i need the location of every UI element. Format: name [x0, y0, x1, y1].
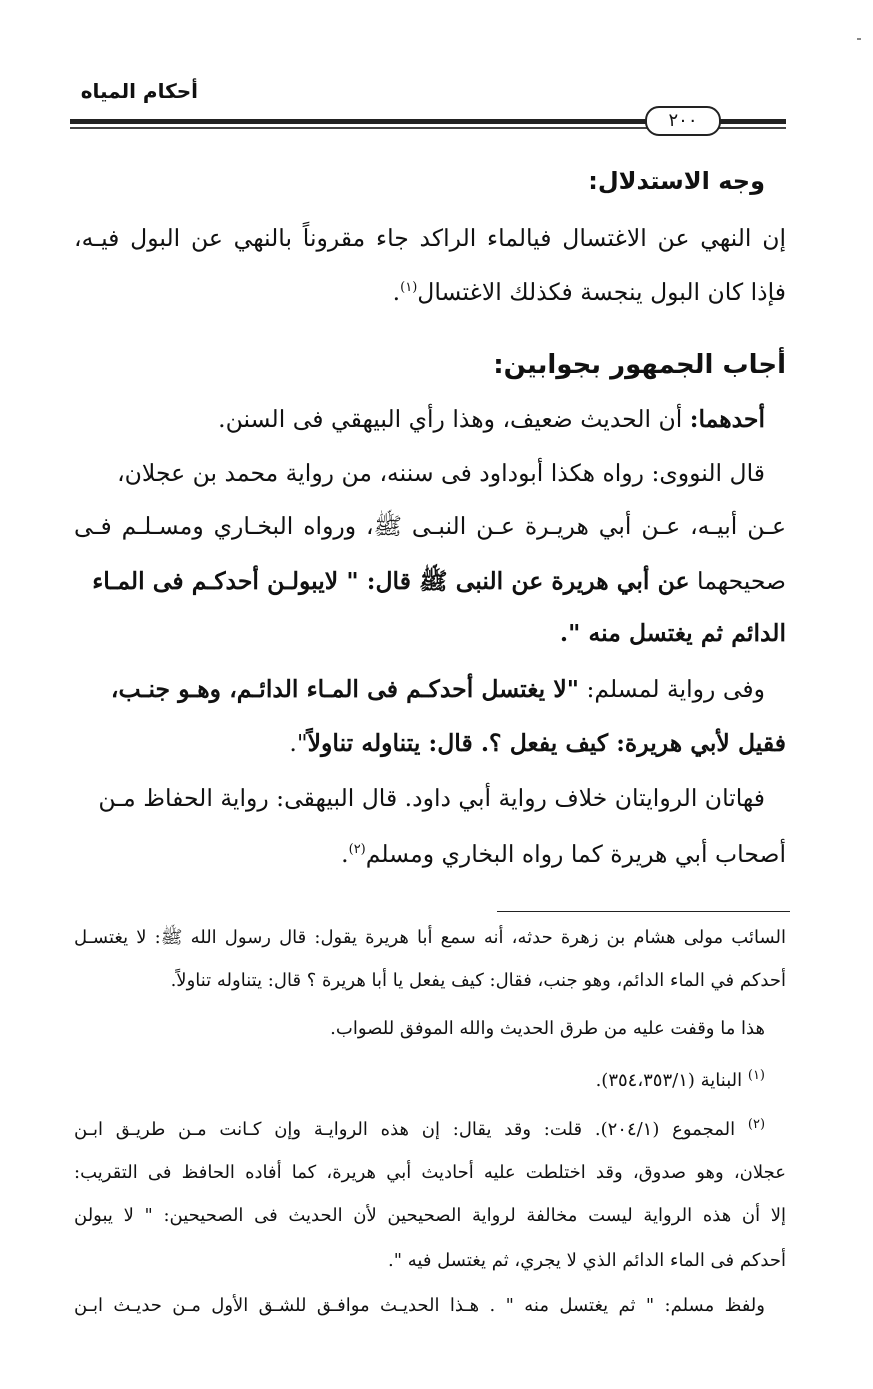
- page-number: ٢٠٠: [645, 106, 721, 136]
- footnote-2-line-3: إلا أن هذه الرواية ليست مخالفة لرواية الصحيحين لأن الحديث فى الصحيحين: " لا يبولن: [74, 1205, 786, 1226]
- paragraph-1-line-1: إن النهي عن الاغتسال فيالماء الراكد جاء مقروناً بالنهي عن البول فيـه،: [74, 224, 787, 252]
- paragraph-1-text: فإذا كان البول ينجسة فكذلك الاغتسال: [417, 277, 786, 306]
- footnote-2-line-5: ولفظ مسلم: " ثم يغتسل منه " . هـذا الحديـث موافـق للشـق الأول مـن حديـث ابـن: [74, 1295, 765, 1316]
- paragraph-4-line-2: [74, 727, 786, 759]
- footnote-1: [74, 1063, 765, 1094]
- first-answer-text: أن الحديث ضعيف، وهذا رأي البيهقي فى السنن.: [218, 405, 683, 433]
- footnote-cont-line-3: هذا ما وقفت عليه من طرق الحديث والله الموفق للصواب.: [330, 1018, 765, 1039]
- paragraph-5-line-1: فهاتان الروايتان خلاف رواية أبي داود. قال البيهقى: رواية الحفاظ مـن: [98, 784, 765, 812]
- paragraph-4-line-1: [74, 673, 765, 705]
- section-title: وجه الاستدلال:: [588, 167, 765, 195]
- footnote-2-text-1: المجموع (٢٠٤/١). قلت: وقد يقال: إن هذه الروايـة وإن كـانت مـن طريـق ابـن: [74, 1119, 736, 1140]
- footnote-ref-2[interactable]: (٢): [348, 842, 366, 857]
- first-answer-label: أحدهما:: [689, 405, 765, 433]
- paragraph-1-end: .: [392, 277, 401, 306]
- paragraph-3-line-1: قال النووى: رواه هكذا أبوداود فى سننه، من رواية محمد بن عجلان،: [117, 459, 765, 487]
- paragraph-4-intro: وفى رواية لمسلم:: [586, 675, 765, 703]
- footnote-1-text: البناية (٣٥٤،٣٥٣/١).: [595, 1070, 743, 1091]
- hadith-quote-2-cont: فقيل لأبي هريرة: كيف يفعل ؟. قال: يتناوله تناولاً: [307, 729, 786, 757]
- footnote-2-line-1: [74, 1112, 765, 1143]
- paragraph-3-line-4: الدائم ثم يغتسل منه ".: [559, 619, 786, 647]
- footnote-1-label: (١): [747, 1068, 765, 1083]
- running-header-title: أحكام المياه: [80, 79, 198, 103]
- footnote-cont-line-1: السائب مولى هشام بن زهرة حدثه، أنه سمع أبا هريرة يقول: قال رسول الله ﷺ: لا يغتسـل: [74, 927, 786, 948]
- footnote-2-line-4: أحدكم فى الماء الدائم الذي لا يجري، ثم يغتسل فيه ".: [388, 1250, 786, 1271]
- paragraph-5-line-2: [74, 834, 786, 870]
- first-answer-line: [74, 403, 765, 435]
- paragraph-3-line-2: عـن أبيـه، عـن أبي هريـرة عـن النبـى ﷺ، ورواه البخـاري ومسـلـم فـى: [74, 512, 786, 540]
- paragraph-3-line-3: [74, 565, 786, 597]
- hadith-quote-2-end: ".: [289, 729, 308, 757]
- footnote-cont-line-2: أحدكم في الماء الدائم، وهو جنب، فقال: كيف يفعل يا أبا هريرة ؟ قال: يتناوله تناولاً.: [170, 970, 786, 991]
- section-heading-answers: أجاب الجمهور بجوابين:: [493, 350, 786, 380]
- footnote-2-line-2: عجلان، وهو صدوق، وقد اختلطت عليه أحاديث أبي هريرة، كما أفاده الحافظ فى التقريب:: [74, 1162, 786, 1183]
- hadith-quote-1: عن أبي هريرة عن النبى ﷺ قال: " لايبولـن أحدكـم فى المـاء: [92, 567, 690, 595]
- paragraph-1-line-2: [74, 272, 786, 308]
- paragraph-5-end: .: [341, 839, 349, 868]
- footnote-ref-1[interactable]: (١): [400, 280, 418, 295]
- footnote-separator: [497, 911, 790, 912]
- scan-mark: [857, 38, 861, 40]
- hadith-quote-2: "لا يغتسل أحدكـم فى المـاء الدائـم، وهـو جنـب،: [110, 675, 579, 703]
- paragraph-5-text: أصحاب أبي هريرة كما رواه البخاري ومسلم: [365, 839, 786, 868]
- footnote-2-label: (٢): [747, 1117, 766, 1132]
- paragraph-3-line-3-plain: صحيحهما: [697, 567, 786, 595]
